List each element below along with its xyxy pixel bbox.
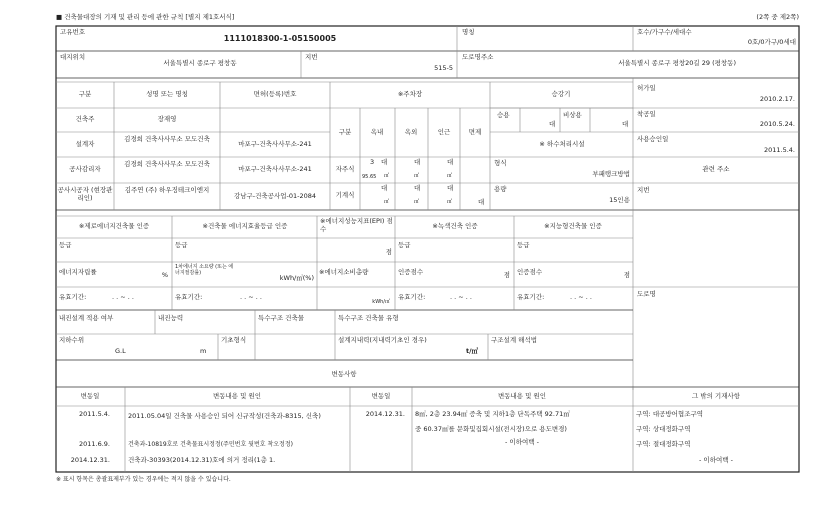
units-label: 호수/가구수/세대수: [637, 28, 692, 36]
gl-label: G.L: [115, 347, 126, 355]
kwh-unit: kWh/㎡(%): [279, 274, 314, 282]
people-row-name: 김경희 건축사사무소 모도건축: [124, 135, 210, 143]
special-type-label: 특수구조 건축물 유형: [338, 314, 399, 322]
elevator-title: 승강기: [551, 90, 571, 98]
people-hdr-license: 면허(등록)번호: [253, 90, 297, 98]
change-text: 8㎡, 2층 23.94㎡ 증축 및 지하1층 단독주택 92.71㎡: [415, 410, 570, 418]
elevator-unit: 대: [622, 120, 629, 128]
eff-valid-label: 유효기간:: [175, 293, 203, 301]
eff-valid-dots: . . ~ . .: [240, 293, 262, 301]
unit-area: ㎡: [447, 173, 453, 179]
epi-title: ※에너지성능지표(EPI) 점수: [320, 217, 393, 233]
people-row-license: 강남구-건축공사업-01-2084: [233, 192, 317, 200]
type-value: 부패탱크방법: [592, 170, 630, 178]
road-value: 서울특별시 종로구 평창20길 29 (평창동): [618, 59, 736, 67]
form-title: ■ 건축물대장의 기재 및 관리 등에 관한 규칙 [별지 제1호서식]: [56, 13, 235, 21]
green-grade-label: 등급: [398, 241, 411, 249]
col-content: 변동내용 및 원인: [497, 392, 547, 400]
smart-score-unit: 점: [623, 271, 630, 279]
seismic-label: 내진설계 적용 여부: [59, 314, 114, 322]
parking-row-mech: 기계식: [335, 191, 355, 199]
zero-energy-title: ※제로에너지건축물 인증: [78, 222, 150, 230]
people-row-name: 김경희 건축사사무소 모도건축: [124, 160, 210, 168]
permit-label: 허가일: [637, 84, 656, 92]
change-text: 2011.05.04일 건축물 사용승인 되어 신규작성(건축과-8315, 신축): [128, 412, 321, 420]
special-label: 특수구조 건축물: [258, 314, 305, 322]
green-score-unit: 점: [503, 271, 510, 279]
consumption2-label: ※에너지소비총량: [319, 268, 369, 276]
approve-label: 사용승인일: [637, 135, 669, 143]
m-unit: m: [200, 347, 207, 355]
start-value: 2010.5.24.: [759, 120, 795, 128]
green-cert-score: 인증점수: [398, 268, 424, 276]
smart-grade-label: 등급: [517, 241, 530, 249]
parking-title: ※주차장: [397, 90, 423, 98]
self-indoor-area: 95.65: [362, 174, 377, 180]
related-road-label: 도로명: [637, 290, 656, 298]
unit-car: 대: [447, 158, 454, 166]
site-value: 서울특별시 종로구 평창동: [163, 59, 237, 67]
people-row-type: 설계자: [75, 140, 95, 148]
col-other: 그 밖의 기재사항: [691, 392, 741, 400]
self-indoor-count: 3: [370, 158, 375, 166]
unit-area: ㎡: [447, 199, 453, 205]
related-title: 관련 주소: [702, 165, 730, 173]
site-label: 대지위치: [60, 53, 86, 61]
permit-value: 2010.2.17.: [759, 95, 795, 103]
green-valid-dots: . . ~ . .: [450, 293, 472, 301]
parking-col-outdoor: 옥외: [404, 128, 418, 136]
tm2-unit: t/㎡: [466, 347, 478, 355]
col-date: 변동일: [371, 392, 391, 400]
green-valid-label: 유효기간:: [398, 293, 426, 301]
capacity-label: 용량: [494, 185, 507, 193]
footnote: ※ 표시 항목은 총괄표제부가 있는 경우에는 적지 않을 수 있습니다.: [56, 476, 231, 483]
epi-score-unit: 점: [385, 248, 392, 256]
unit-car: 대: [381, 184, 388, 192]
efficiency-title: ※건축물 에너지효율등급 인증: [202, 222, 288, 230]
zero-valid-dots: . . ~ . .: [112, 293, 134, 301]
people-row-type: 공사시공자 (현장관리인): [57, 186, 113, 202]
change-text: 중 60.37㎡를 문화및집회시설(전시장)으로 용도변경): [415, 425, 567, 433]
unit-area: ㎡: [414, 173, 420, 179]
eff-grade-label: 등급: [175, 241, 188, 249]
groundwater-label: 지하수위: [59, 336, 85, 344]
id-value: 1111018300-1-05150005: [223, 34, 337, 43]
col-content: 변동내용 및 원인: [212, 392, 262, 400]
name-label: 명칭: [462, 28, 475, 36]
elevator-passenger: 승용: [497, 111, 510, 119]
green-title: ※녹색건축 인증: [432, 222, 478, 230]
smart-title: ※지능형건축물 인증: [544, 222, 602, 230]
other-item: 구역: 상대정화구역: [636, 425, 691, 433]
id-label: 고유번호: [60, 28, 86, 36]
capacity-value: 15인용: [609, 196, 630, 204]
unit-area: ㎡: [414, 199, 420, 205]
parking-col-exempt: 면제: [468, 128, 482, 136]
unit-car: 대: [447, 184, 454, 192]
people-row-name: 장재영: [157, 115, 177, 123]
parking-col-indoor: 옥내: [370, 128, 384, 136]
sewage-title: ※ 하수처리시설: [539, 140, 585, 148]
people-hdr-name: 성명 또는 명칭: [146, 90, 188, 98]
zero-grade-label: 등급: [59, 241, 72, 249]
foundation-label: 기초형식: [221, 336, 247, 344]
elevator-emergency: 비상용: [563, 111, 582, 119]
design-label: 설계지내력(지내력기초인 경우): [338, 336, 427, 344]
people-row-type: 공사감리자: [69, 165, 101, 173]
unit-car: 대: [381, 158, 388, 166]
smart-valid-label: 유효기간:: [517, 293, 545, 301]
change-more: - 이하여백 -: [505, 438, 539, 446]
change-date: 2011.5.4.: [78, 410, 110, 418]
other-item: 구역: 절대정화구역: [636, 440, 691, 448]
percent-unit: %: [161, 271, 168, 279]
change-text: 건축과-30393(2014.12.31)호에 의거 정리(1층 1.: [128, 456, 276, 464]
page-info: (2쪽 중 제2쪽): [756, 13, 799, 21]
changes-title: 변동사항: [331, 370, 357, 378]
consumption-label: 1차에너지 소요량 (또는 에너지절감률): [175, 264, 234, 276]
unit-area: ㎡: [384, 199, 390, 205]
other-more: - 이하여백 -: [699, 456, 733, 464]
change-date: 2014.12.31.: [365, 410, 405, 418]
people-row-type: 건축주: [75, 115, 95, 123]
people-row-license: 마포구-건축사사무소-241: [238, 165, 312, 173]
approve-value: 2011.5.4.: [763, 146, 795, 154]
col-date: 변동일: [80, 392, 100, 400]
smart-cert-score: 인증점수: [517, 268, 543, 276]
unit-car: 대: [414, 184, 421, 192]
lot-value: 515-5: [434, 64, 453, 72]
other-item: 구역: 대공방어협조구역: [636, 410, 704, 418]
unit-area: ㎡: [384, 173, 390, 179]
self-rate-label: 에너지자립률: [59, 268, 97, 276]
start-label: 착공일: [637, 110, 656, 118]
analysis-label: 구조설계 해석법: [491, 336, 538, 344]
people-hdr-type: 구분: [78, 90, 92, 98]
units-value: 0호/0가구/0세대: [747, 38, 796, 46]
change-text: 건축과-10819호로 건축물표시정정(주민번호 뒷번호 착오정정): [128, 441, 293, 448]
people-row-license: 마포구-건축사사무소-241: [238, 140, 312, 148]
related-lot-label: 지번: [637, 186, 650, 194]
seismic-cap-label: 내진능력: [158, 314, 184, 322]
zero-valid-label: 유효기간:: [59, 293, 87, 301]
kwh2-unit: kWh/㎡: [372, 299, 390, 305]
road-label: 도로명주소: [462, 53, 494, 61]
people-row-name: 김주연 (주) 하우징테크이엔지: [124, 186, 210, 194]
elevator-unit: 대: [549, 120, 556, 128]
type-label: 형식: [494, 159, 507, 167]
parking-col-type: 구분: [338, 128, 352, 136]
unit-car: 대: [414, 158, 421, 166]
change-date: 2014.12.31.: [70, 456, 110, 464]
smart-valid-dots: . . ~ . .: [570, 293, 592, 301]
unit-car: 대: [478, 198, 485, 206]
lot-label: 지번: [305, 53, 318, 61]
parking-col-nearby: 인근: [437, 128, 451, 136]
change-date: 2011.6.9.: [78, 440, 110, 448]
parking-row-self: 자주식: [335, 165, 355, 173]
